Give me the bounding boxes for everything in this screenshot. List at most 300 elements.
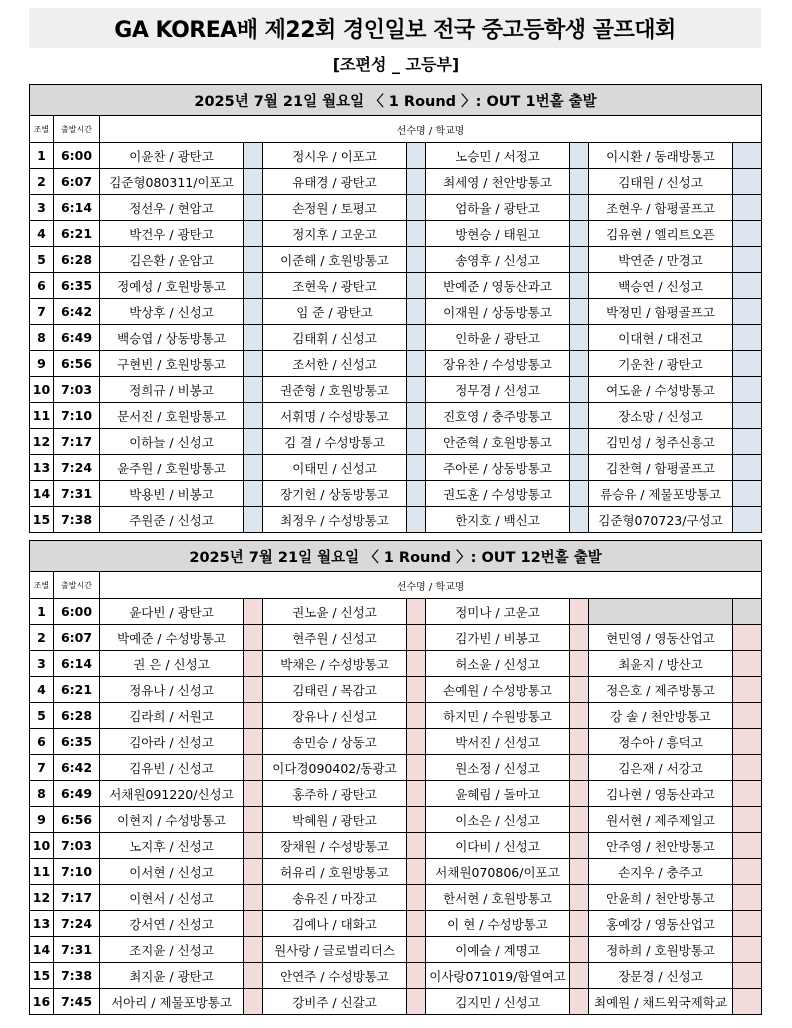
tee-time: 6:07	[54, 169, 100, 195]
schedule-table-out1	[29, 84, 762, 533]
cell-divider	[570, 195, 589, 221]
cell-divider	[244, 677, 263, 703]
group-row	[30, 403, 762, 429]
player-cell: 박예준 / 수성방통고	[100, 625, 244, 651]
cell-divider	[733, 351, 762, 377]
cell-divider	[570, 833, 589, 859]
group-number: 1	[30, 143, 54, 169]
player-cell: 원사랑 / 글로벌리더스	[263, 937, 407, 963]
player-cell: 김태린 / 목감고	[263, 677, 407, 703]
cell-divider	[407, 455, 426, 481]
tee-time: 7:17	[54, 429, 100, 455]
cell-divider	[244, 325, 263, 351]
cell-divider	[407, 781, 426, 807]
player-cell: 인하윤 / 광탄고	[426, 325, 570, 351]
player-cell: 손예원 / 수성방통고	[426, 677, 570, 703]
player-cell: 정선우 / 현암고	[100, 195, 244, 221]
player-cell: 이소은 / 신성고	[426, 807, 570, 833]
player-cell: 이예슬 / 계명고	[426, 937, 570, 963]
group-number: 13	[30, 455, 54, 481]
tee-time: 7:10	[54, 859, 100, 885]
header-players: 선수명 / 학교명	[100, 116, 762, 143]
cell-divider	[733, 195, 762, 221]
group-row	[30, 755, 762, 781]
cell-divider	[407, 221, 426, 247]
cell-divider	[244, 651, 263, 677]
cell-divider	[733, 677, 762, 703]
player-cell: 송영후 / 신성고	[426, 247, 570, 273]
cell-divider	[733, 781, 762, 807]
player-cell	[589, 599, 733, 625]
player-cell: 현민영 / 영동산업고	[589, 625, 733, 651]
tee-time: 6:14	[54, 651, 100, 677]
group-row	[30, 599, 762, 625]
player-cell: 방현승 / 태원고	[426, 221, 570, 247]
player-cell: 김지민 / 신성고	[426, 989, 570, 1015]
cell-divider	[733, 859, 762, 885]
cell-divider	[733, 299, 762, 325]
cell-divider	[733, 755, 762, 781]
cell-divider	[570, 703, 589, 729]
group-number: 4	[30, 221, 54, 247]
tee-time: 7:45	[54, 989, 100, 1015]
cell-divider	[570, 937, 589, 963]
cell-divider	[244, 625, 263, 651]
player-cell: 이현서 / 신성고	[100, 885, 244, 911]
player-cell: 조서한 / 신성고	[263, 351, 407, 377]
player-cell: 이대현 / 대전고	[589, 325, 733, 351]
player-cell: 이현지 / 수성방통고	[100, 807, 244, 833]
cell-divider	[244, 755, 263, 781]
player-cell: 김유빈 / 신성고	[100, 755, 244, 781]
cell-divider	[244, 729, 263, 755]
player-cell: 박서진 / 신성고	[426, 729, 570, 755]
player-cell: 주아론 / 상동방통고	[426, 455, 570, 481]
cell-divider	[733, 807, 762, 833]
header-row	[30, 116, 762, 143]
player-cell: 백승연 / 신성고	[589, 273, 733, 299]
player-cell: 임 준 / 광탄고	[263, 299, 407, 325]
group-row	[30, 351, 762, 377]
player-cell: 최세영 / 천안방통고	[426, 169, 570, 195]
cell-divider	[407, 195, 426, 221]
cell-divider	[733, 833, 762, 859]
cell-divider	[407, 429, 426, 455]
player-cell: 김예나 / 대화고	[263, 911, 407, 937]
player-cell: 정무경 / 신성고	[426, 377, 570, 403]
tee-time: 6:42	[54, 755, 100, 781]
group-number: 12	[30, 429, 54, 455]
player-cell: 이다경090402/동광고	[263, 755, 407, 781]
group-number: 11	[30, 403, 54, 429]
group-row	[30, 325, 762, 351]
cell-divider	[244, 599, 263, 625]
tee-time: 7:31	[54, 937, 100, 963]
player-cell: 노승민 / 서정고	[426, 143, 570, 169]
cell-divider	[733, 247, 762, 273]
cell-divider	[407, 911, 426, 937]
player-cell: 최예원 / 채드윅국제학교	[589, 989, 733, 1015]
group-row	[30, 169, 762, 195]
player-cell: 권노윤 / 신성고	[263, 599, 407, 625]
cell-divider	[733, 989, 762, 1015]
cell-divider	[570, 455, 589, 481]
tee-time: 6:42	[54, 299, 100, 325]
cell-divider	[244, 247, 263, 273]
group-number: 14	[30, 481, 54, 507]
player-cell: 김준형070723/구성고	[589, 507, 733, 533]
player-cell: 홍예강 / 영동산업고	[589, 911, 733, 937]
tee-time: 6:14	[54, 195, 100, 221]
cell-divider	[733, 625, 762, 651]
player-cell: 이윤찬 / 광탄고	[100, 143, 244, 169]
player-cell: 이시환 / 동래방통고	[589, 143, 733, 169]
group-row	[30, 507, 762, 533]
cell-divider	[733, 651, 762, 677]
player-cell: 김아라 / 신성고	[100, 729, 244, 755]
cell-divider	[733, 377, 762, 403]
cell-divider	[407, 755, 426, 781]
tee-time: 6:35	[54, 729, 100, 755]
cell-divider	[244, 989, 263, 1015]
player-cell: 홍주하 / 광탄고	[263, 781, 407, 807]
group-row	[30, 625, 762, 651]
tee-time: 7:24	[54, 911, 100, 937]
player-cell: 현주원 / 신성고	[263, 625, 407, 651]
cell-divider	[244, 885, 263, 911]
tee-time: 6:07	[54, 625, 100, 651]
player-cell: 허소윤 / 신성고	[426, 651, 570, 677]
cell-divider	[733, 599, 762, 625]
player-cell: 권도훈 / 수성방통고	[426, 481, 570, 507]
player-cell: 김찬혁 / 함평골프고	[589, 455, 733, 481]
round-title: 2025년 7월 21일 월요일 〈 1 Round 〉: OUT 1번홀 출발	[30, 85, 762, 116]
group-row	[30, 729, 762, 755]
cell-divider	[733, 143, 762, 169]
player-cell: 이사랑071019/함열여고	[426, 963, 570, 989]
player-cell: 장소망 / 신성고	[589, 403, 733, 429]
group-row	[30, 455, 762, 481]
group-number: 12	[30, 885, 54, 911]
player-cell: 강비주 / 신갈고	[263, 989, 407, 1015]
player-cell: 권준형 / 호원방통고	[263, 377, 407, 403]
cell-divider	[570, 885, 589, 911]
cell-divider	[570, 247, 589, 273]
player-cell: 최지윤 / 광탄고	[100, 963, 244, 989]
group-number: 2	[30, 169, 54, 195]
player-cell: 원소정 / 신성고	[426, 755, 570, 781]
group-number: 3	[30, 195, 54, 221]
schedule-table-out12	[29, 540, 762, 1015]
player-cell: 안윤희 / 천안방통고	[589, 885, 733, 911]
cell-divider	[407, 143, 426, 169]
page-subtitle: [조편성 _ 고등부]	[332, 55, 460, 74]
cell-divider	[570, 221, 589, 247]
group-number: 9	[30, 807, 54, 833]
player-cell: 장유찬 / 수성방통고	[426, 351, 570, 377]
cell-divider	[407, 703, 426, 729]
player-cell: 최윤지 / 방산고	[589, 651, 733, 677]
player-cell: 송유진 / 마장고	[263, 885, 407, 911]
group-row	[30, 377, 762, 403]
cell-divider	[570, 677, 589, 703]
cell-divider	[570, 351, 589, 377]
tee-time: 6:56	[54, 351, 100, 377]
cell-divider	[407, 247, 426, 273]
player-cell: 윤혜림 / 돌마고	[426, 781, 570, 807]
cell-divider	[244, 429, 263, 455]
player-cell: 기운찬 / 광탄고	[589, 351, 733, 377]
cell-divider	[570, 377, 589, 403]
cell-divider	[570, 755, 589, 781]
player-cell: 정예성 / 호원방통고	[100, 273, 244, 299]
group-row	[30, 833, 762, 859]
player-cell: 박건우 / 광탄고	[100, 221, 244, 247]
player-cell: 장기헌 / 상동방통고	[263, 481, 407, 507]
group-number: 4	[30, 677, 54, 703]
group-row	[30, 677, 762, 703]
group-row	[30, 651, 762, 677]
player-cell: 김유현 / 엘리트오픈	[589, 221, 733, 247]
round-title-row	[30, 85, 762, 116]
group-number: 14	[30, 937, 54, 963]
player-cell: 문서진 / 호원방통고	[100, 403, 244, 429]
group-number: 3	[30, 651, 54, 677]
cell-divider	[407, 507, 426, 533]
tee-time: 6:21	[54, 221, 100, 247]
cell-divider	[570, 403, 589, 429]
cell-divider	[407, 937, 426, 963]
cell-divider	[570, 807, 589, 833]
player-cell: 서채원091220/신성고	[100, 781, 244, 807]
group-number: 6	[30, 273, 54, 299]
player-cell: 정미나 / 고운고	[426, 599, 570, 625]
group-number: 10	[30, 377, 54, 403]
tee-time: 6:56	[54, 807, 100, 833]
player-cell: 김태휘 / 신성고	[263, 325, 407, 351]
group-number: 15	[30, 507, 54, 533]
player-cell: 서아리 / 제물포방통고	[100, 989, 244, 1015]
player-cell: 박용빈 / 비봉고	[100, 481, 244, 507]
cell-divider	[244, 143, 263, 169]
cell-divider	[407, 885, 426, 911]
group-number: 8	[30, 781, 54, 807]
player-cell: 정유나 / 신성고	[100, 677, 244, 703]
group-number: 13	[30, 911, 54, 937]
cell-divider	[570, 143, 589, 169]
group-row	[30, 273, 762, 299]
player-cell: 정지후 / 고운고	[263, 221, 407, 247]
cell-divider	[570, 507, 589, 533]
cell-divider	[570, 169, 589, 195]
player-cell: 서채원070806/이포고	[426, 859, 570, 885]
player-cell: 이준해 / 호원방통고	[263, 247, 407, 273]
cell-divider	[244, 833, 263, 859]
player-cell: 한지호 / 백신고	[426, 507, 570, 533]
cell-divider	[244, 937, 263, 963]
cell-divider	[733, 937, 762, 963]
player-cell: 원서현 / 제주제일고	[589, 807, 733, 833]
cell-divider	[407, 807, 426, 833]
cell-divider	[733, 221, 762, 247]
player-cell: 안연주 / 수성방통고	[263, 963, 407, 989]
cell-divider	[244, 911, 263, 937]
tee-time: 6:21	[54, 677, 100, 703]
cell-divider	[570, 429, 589, 455]
player-cell: 엄하율 / 광탄고	[426, 195, 570, 221]
cell-divider	[244, 195, 263, 221]
cell-divider	[407, 963, 426, 989]
tee-time: 7:38	[54, 507, 100, 533]
cell-divider	[570, 325, 589, 351]
player-cell: 장채원 / 수성방통고	[263, 833, 407, 859]
player-cell: 서휘명 / 수성방통고	[263, 403, 407, 429]
group-number: 6	[30, 729, 54, 755]
group-row	[30, 859, 762, 885]
player-cell: 손정원 / 토평고	[263, 195, 407, 221]
player-cell: 김가빈 / 비봉고	[426, 625, 570, 651]
player-cell: 이하늘 / 신성고	[100, 429, 244, 455]
player-cell: 김은환 / 운암고	[100, 247, 244, 273]
player-cell: 노지후 / 신성고	[100, 833, 244, 859]
player-cell: 여도윤 / 수성방통고	[589, 377, 733, 403]
player-cell: 권 은 / 신성고	[100, 651, 244, 677]
cell-divider	[570, 963, 589, 989]
player-cell: 송민승 / 상동고	[263, 729, 407, 755]
cell-divider	[244, 481, 263, 507]
cell-divider	[570, 481, 589, 507]
player-cell: 안주영 / 천안방통고	[589, 833, 733, 859]
group-row	[30, 221, 762, 247]
cell-divider	[570, 911, 589, 937]
group-number: 7	[30, 299, 54, 325]
cell-divider	[407, 599, 426, 625]
tee-time: 7:03	[54, 377, 100, 403]
cell-divider	[733, 455, 762, 481]
header-time: 출발시간	[54, 116, 100, 143]
tee-time: 7:10	[54, 403, 100, 429]
player-cell: 허유리 / 호원방통고	[263, 859, 407, 885]
group-row	[30, 937, 762, 963]
cell-divider	[244, 273, 263, 299]
group-row	[30, 989, 762, 1015]
player-cell: 박정민 / 함평골프고	[589, 299, 733, 325]
player-cell: 정은호 / 제주방통고	[589, 677, 733, 703]
tee-time: 6:00	[54, 599, 100, 625]
group-row	[30, 963, 762, 989]
player-cell: 윤주원 / 호원방통고	[100, 455, 244, 481]
cell-divider	[244, 507, 263, 533]
cell-divider	[733, 403, 762, 429]
group-number: 1	[30, 599, 54, 625]
cell-divider	[733, 429, 762, 455]
player-cell: 강서연 / 신성고	[100, 911, 244, 937]
player-cell: 조지윤 / 신성고	[100, 937, 244, 963]
player-cell: 김나현 / 영동산과고	[589, 781, 733, 807]
cell-divider	[407, 351, 426, 377]
cell-divider	[244, 351, 263, 377]
player-cell: 윤다빈 / 광탄고	[100, 599, 244, 625]
player-cell: 정수아 / 흥덕고	[589, 729, 733, 755]
player-cell: 구현빈 / 호원방통고	[100, 351, 244, 377]
player-cell: 유태경 / 광탄고	[263, 169, 407, 195]
player-cell: 안준혁 / 호원방통고	[426, 429, 570, 455]
cell-divider	[733, 169, 762, 195]
tee-time: 7:24	[54, 455, 100, 481]
tee-time: 6:35	[54, 273, 100, 299]
group-number: 2	[30, 625, 54, 651]
tee-time: 7:38	[54, 963, 100, 989]
cell-divider	[570, 729, 589, 755]
tee-time: 6:28	[54, 703, 100, 729]
cell-divider	[407, 677, 426, 703]
player-cell: 백승엽 / 상동방통고	[100, 325, 244, 351]
cell-divider	[244, 963, 263, 989]
player-cell: 김은재 / 서강고	[589, 755, 733, 781]
group-row	[30, 481, 762, 507]
tee-time: 7:31	[54, 481, 100, 507]
player-cell: 류승유 / 제물포방통고	[589, 481, 733, 507]
player-cell: 김준형080311/이포고	[100, 169, 244, 195]
group-number: 15	[30, 963, 54, 989]
group-number: 5	[30, 247, 54, 273]
group-row	[30, 703, 762, 729]
cell-divider	[407, 651, 426, 677]
cell-divider	[570, 781, 589, 807]
player-cell: 정하희 / 호원방통고	[589, 937, 733, 963]
tee-time: 6:49	[54, 325, 100, 351]
group-row	[30, 781, 762, 807]
player-cell: 박연준 / 만경고	[589, 247, 733, 273]
player-cell: 김라희 / 서원고	[100, 703, 244, 729]
cell-divider	[733, 885, 762, 911]
round-title-row	[30, 541, 762, 572]
header-time: 출발시간	[54, 572, 100, 599]
cell-divider	[244, 455, 263, 481]
player-cell: 하지민 / 수원방통고	[426, 703, 570, 729]
group-number: 16	[30, 989, 54, 1015]
group-number: 9	[30, 351, 54, 377]
cell-divider	[407, 989, 426, 1015]
cell-divider	[570, 625, 589, 651]
tee-time: 7:17	[54, 885, 100, 911]
group-number: 5	[30, 703, 54, 729]
cell-divider	[570, 299, 589, 325]
group-row	[30, 429, 762, 455]
group-number: 8	[30, 325, 54, 351]
group-row	[30, 195, 762, 221]
cell-divider	[407, 169, 426, 195]
cell-divider	[407, 833, 426, 859]
group-row	[30, 807, 762, 833]
cell-divider	[244, 377, 263, 403]
group-number: 11	[30, 859, 54, 885]
cell-divider	[407, 325, 426, 351]
player-cell: 진호영 / 충주방통고	[426, 403, 570, 429]
cell-divider	[733, 325, 762, 351]
cell-divider	[733, 911, 762, 937]
player-cell: 장문경 / 신성고	[589, 963, 733, 989]
player-cell: 손지우 / 충주고	[589, 859, 733, 885]
cell-divider	[244, 403, 263, 429]
player-cell: 장유나 / 신성고	[263, 703, 407, 729]
player-cell: 김 결 / 수성방통고	[263, 429, 407, 455]
cell-divider	[733, 729, 762, 755]
player-cell: 한서현 / 호원방통고	[426, 885, 570, 911]
cell-divider	[570, 859, 589, 885]
cell-divider	[244, 221, 263, 247]
player-cell: 이다비 / 신성고	[426, 833, 570, 859]
